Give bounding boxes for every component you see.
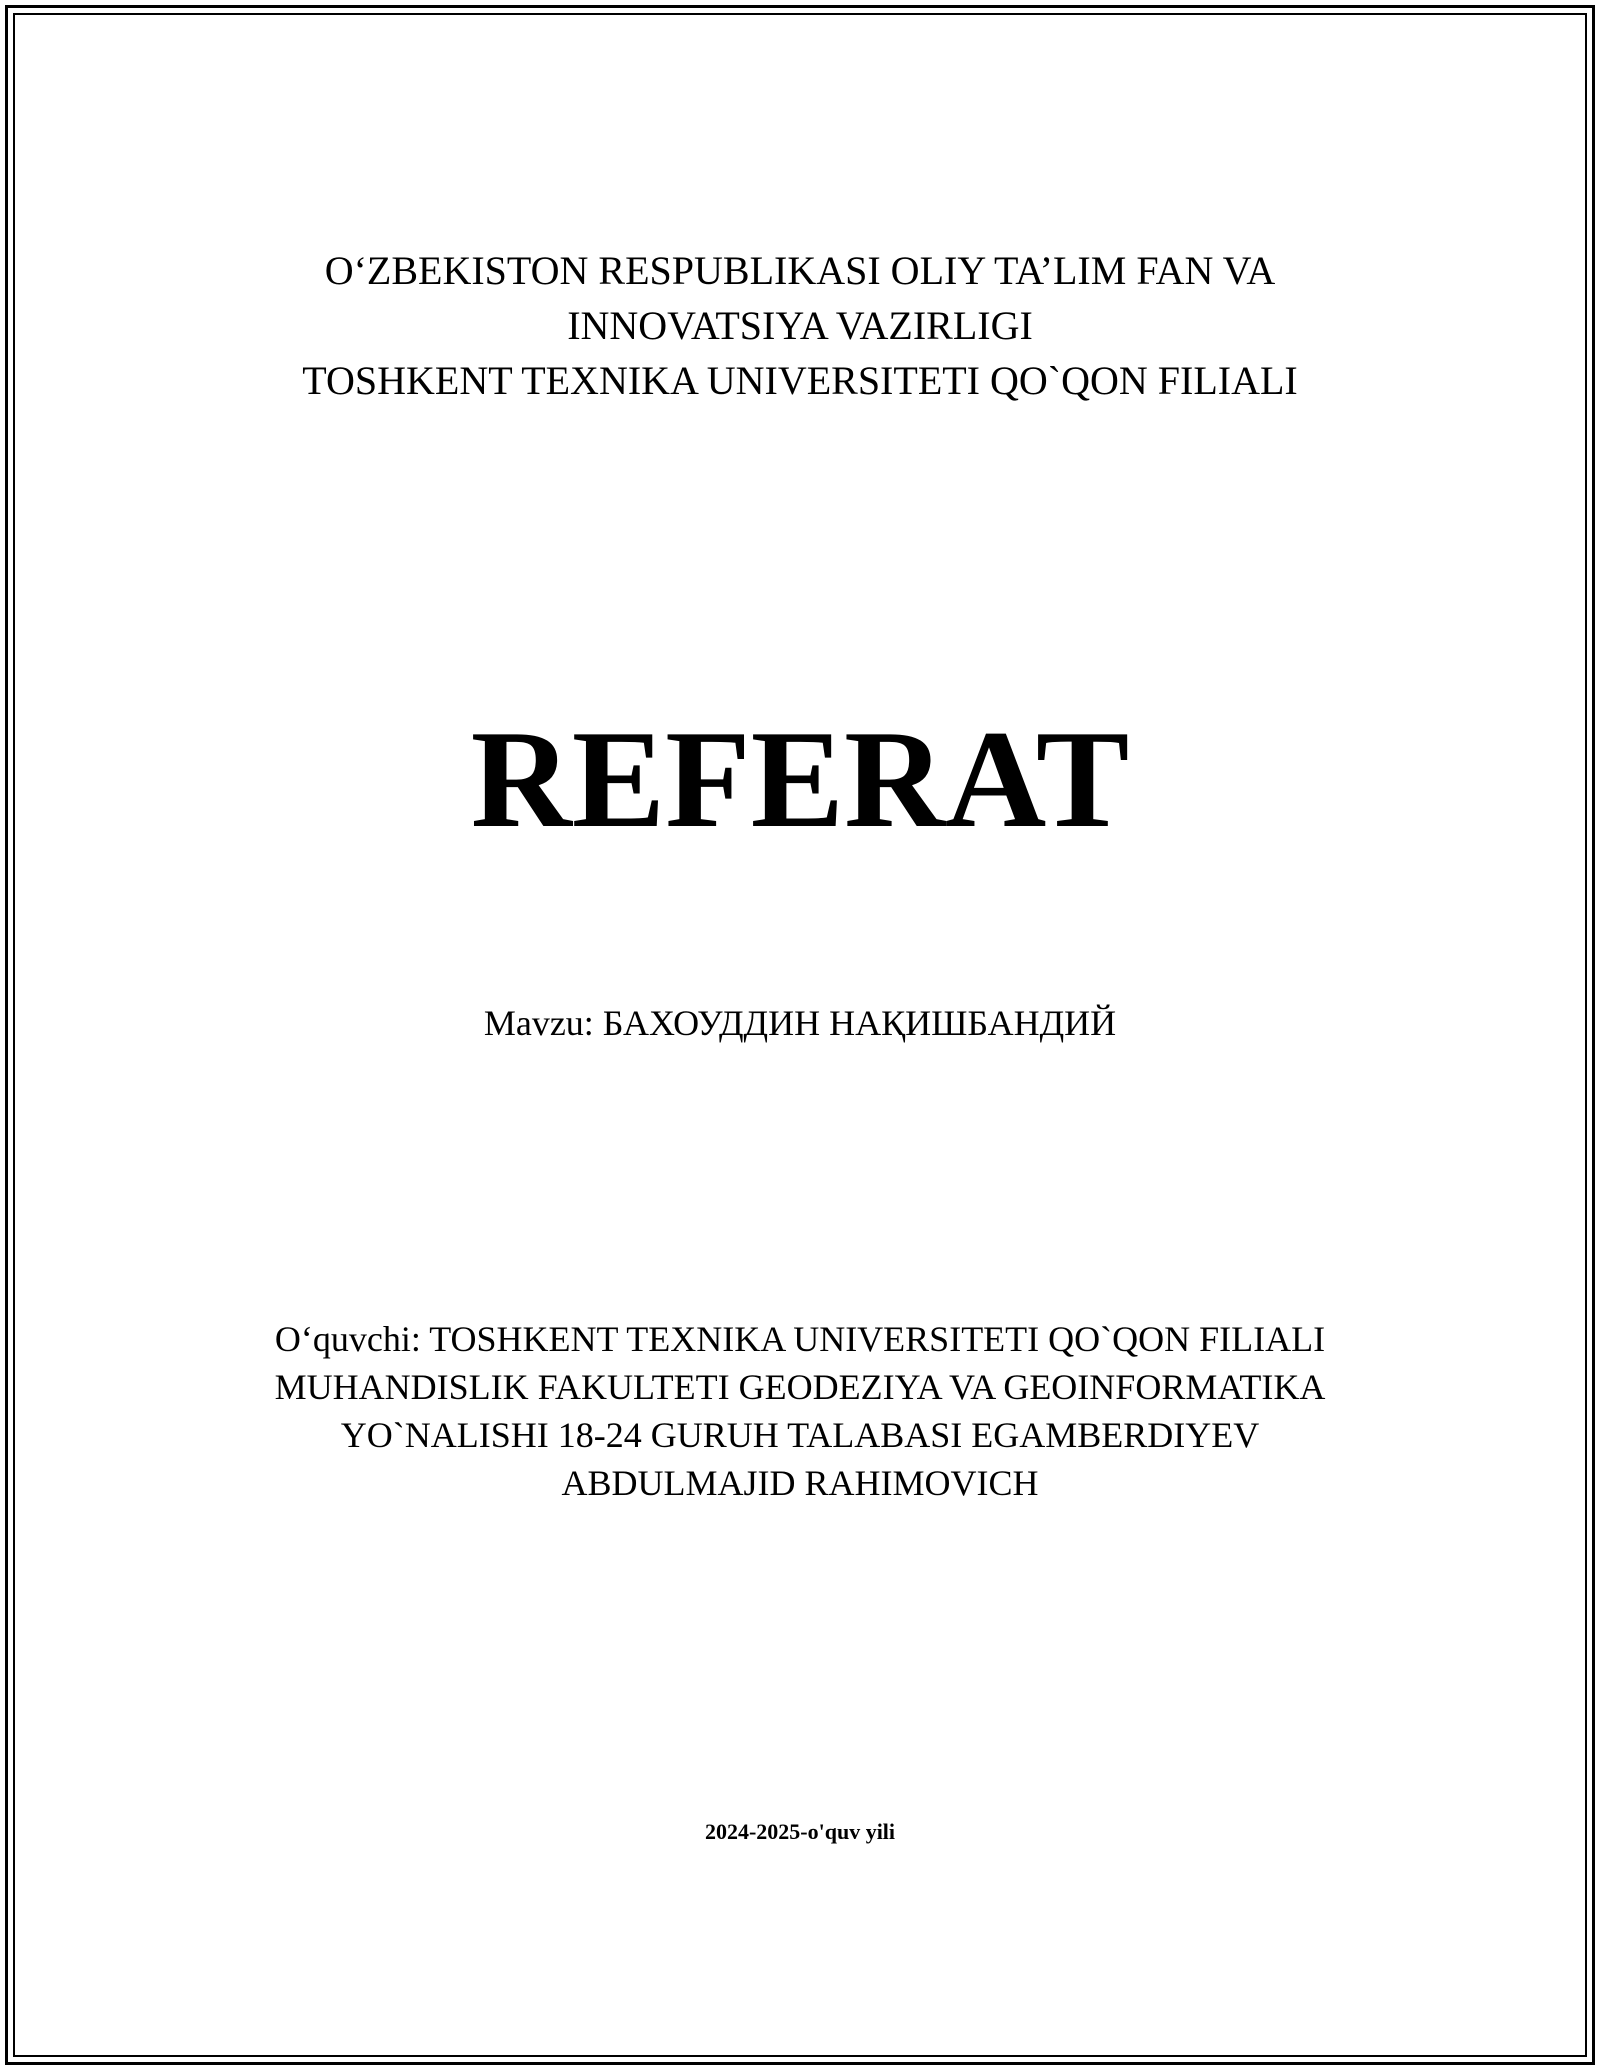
- student-line-3: YO`NALISHI 18-24 GURUH TALABASI EGAMBERDIYEV: [340, 1415, 1260, 1455]
- student-info: [0, 1315, 1600, 1507]
- topic-line: [0, 998, 1600, 1048]
- student-line-1: O‘quvchi: TOSHKENT TEXNIKA UNIVERSITETI QO`QON FILIALI: [274, 1319, 1326, 1359]
- student-line-2: MUHANDISLIK FAKULTETI GEODEZIYA VA GEOINFORMATIKA: [274, 1367, 1326, 1407]
- academic-year: 2024-2025-o'quv yili: [704, 1819, 896, 1844]
- student-line-4: ABDULMAJID RAHIMOVICH: [561, 1463, 1039, 1503]
- document-title: REFERAT: [470, 702, 1130, 857]
- topic-label: Mavzu:: [483, 1003, 594, 1043]
- university-line: TOSHKENT TEXNIKA UNIVERSITETI QO`QON FILIALI: [302, 358, 1298, 403]
- ministry-line-1: O‘ZBEKISTON RESPUBLIKASI OLIY TA’LIM FAN VA: [324, 248, 1276, 293]
- ministry-header: [0, 243, 1600, 408]
- topic-value: БАХОУДДИН НАҚИШБАНДИЙ: [602, 1003, 1117, 1043]
- ministry-line-2: INNOVATSIYA VAZIRLIGI: [567, 303, 1033, 348]
